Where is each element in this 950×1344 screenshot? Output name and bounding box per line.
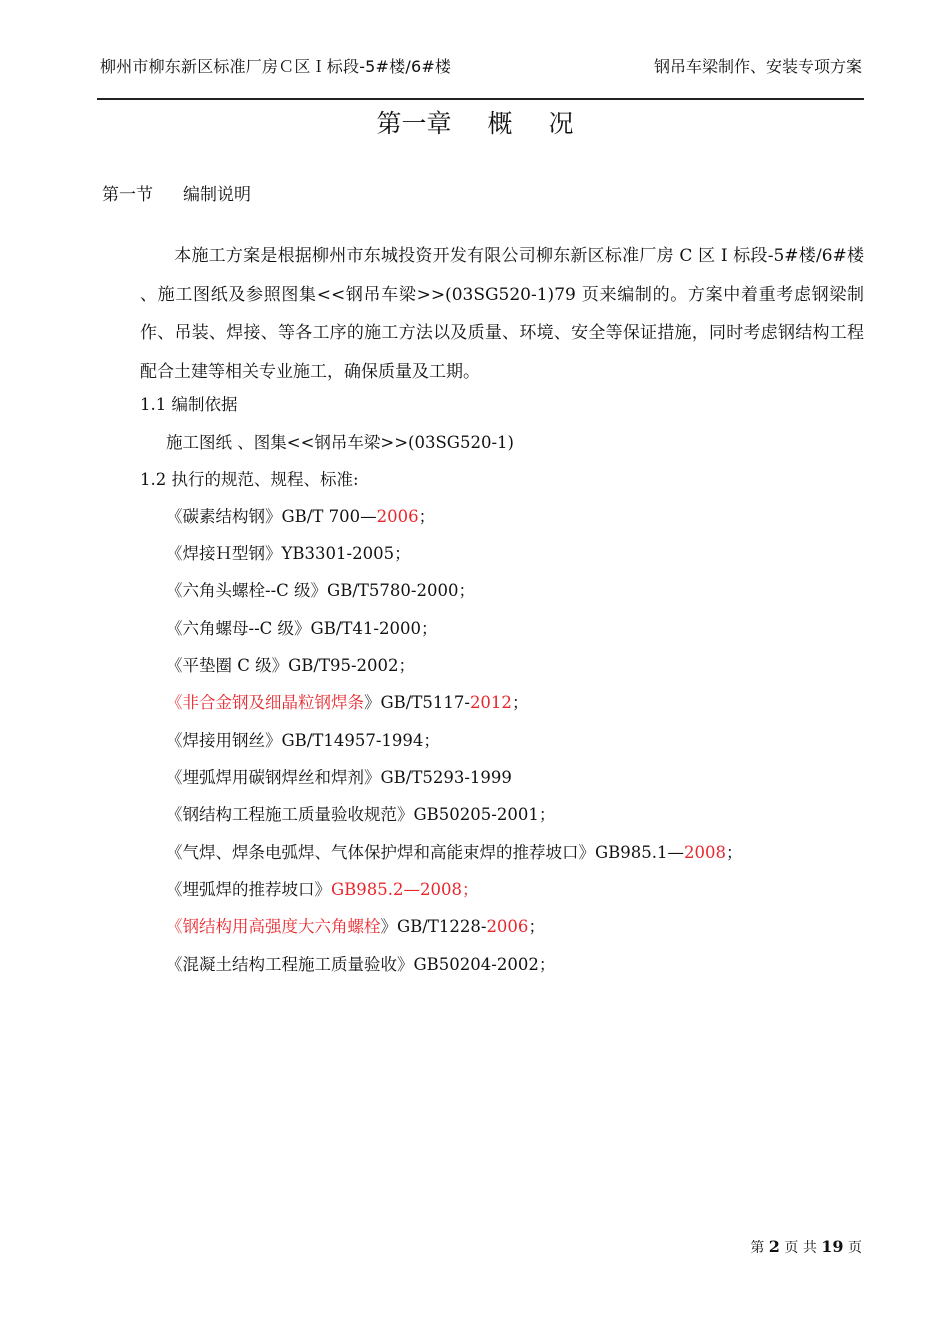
chapter-name-char-2: 况 <box>548 109 574 138</box>
standard-item: 《钢结构工程施工质量验收规范》GB50205-2001； <box>166 805 556 824</box>
standard-item: 《六角螺母--C 级》GB/T41-2000； <box>166 619 438 638</box>
standard-item: 《六角头螺栓--C 级》GB/T5780-2000； <box>166 581 475 600</box>
header-project-title: 柳州市柳东新区标准厂房Ｃ区Ｉ标段-5#楼/6#楼 <box>100 57 452 76</box>
standard-item: 《焊接用钢丝》GB/T14957-1994； <box>166 731 440 750</box>
chapter-number: 第一章 <box>376 109 452 138</box>
section-title: 编制说明 <box>183 185 251 205</box>
standards-heading: 1.2 执行的规范、规程、标准: <box>140 470 359 489</box>
section-heading <box>102 180 251 205</box>
section-number: 第一节 <box>102 185 153 205</box>
page-total: 19 <box>821 1237 844 1256</box>
standard-item: 《埋弧焊用碳钢焊丝和焊剂》GB/T5293-1999 <box>166 768 512 787</box>
header-divider <box>97 98 864 100</box>
standard-item: 《碳素结构钢》GB/T 700—2006； <box>166 507 436 526</box>
header-document-title: 钢吊车梁制作、安装专项方案 <box>653 57 862 76</box>
standard-item: 《非合金钢及细晶粒钢焊条》GB/T5117-2012； <box>166 693 529 712</box>
standard-item: 《埋弧焊的推荐坡口》GB985.2—2008； <box>166 880 479 899</box>
standard-item: 《平垫圈 C 级》GB/T95-2002； <box>166 656 416 675</box>
chapter-title <box>0 104 950 140</box>
basis-heading: 1.1 编制依据 <box>140 395 238 414</box>
standard-item: 《混凝土结构工程施工质量验收》GB50204-2002； <box>166 955 556 974</box>
standard-item: 《气焊、焊条电弧焊、气体保护焊和高能束焊的推荐坡口》GB985.1—2008； <box>166 843 743 862</box>
basis-text: 施工图纸 、图集<<钢吊车梁>>(03SG520-1) <box>166 433 514 452</box>
page-footer: 第 2 页 共 19 页 <box>750 1237 862 1256</box>
page-number: 2 <box>768 1237 780 1256</box>
standard-item: 《钢结构用高强度大六角螺栓》GB/T1228-2006； <box>166 917 545 936</box>
intro-paragraph-text: 本施工方案是根据柳州市东城投资开发有限公司柳东新区标准厂房 C 区 I 标段-5#楼/6#楼 、施工图纸及参照图集<<钢吊车梁>>(03SG520-1)79 页来编制的。方案中着重考虑钢梁制作、吊装、焊接、等各工序的施工方法以及质量、环境、安全等保证措施，同时考虑钢结构工程配合土建等相关专业施工，确保质量及工期。 <box>140 246 864 382</box>
standard-item: 《焊接Ｈ型钢》YB3301-2005； <box>166 544 411 563</box>
intro-paragraph <box>140 237 864 391</box>
chapter-name-char-1: 概 <box>487 109 513 138</box>
